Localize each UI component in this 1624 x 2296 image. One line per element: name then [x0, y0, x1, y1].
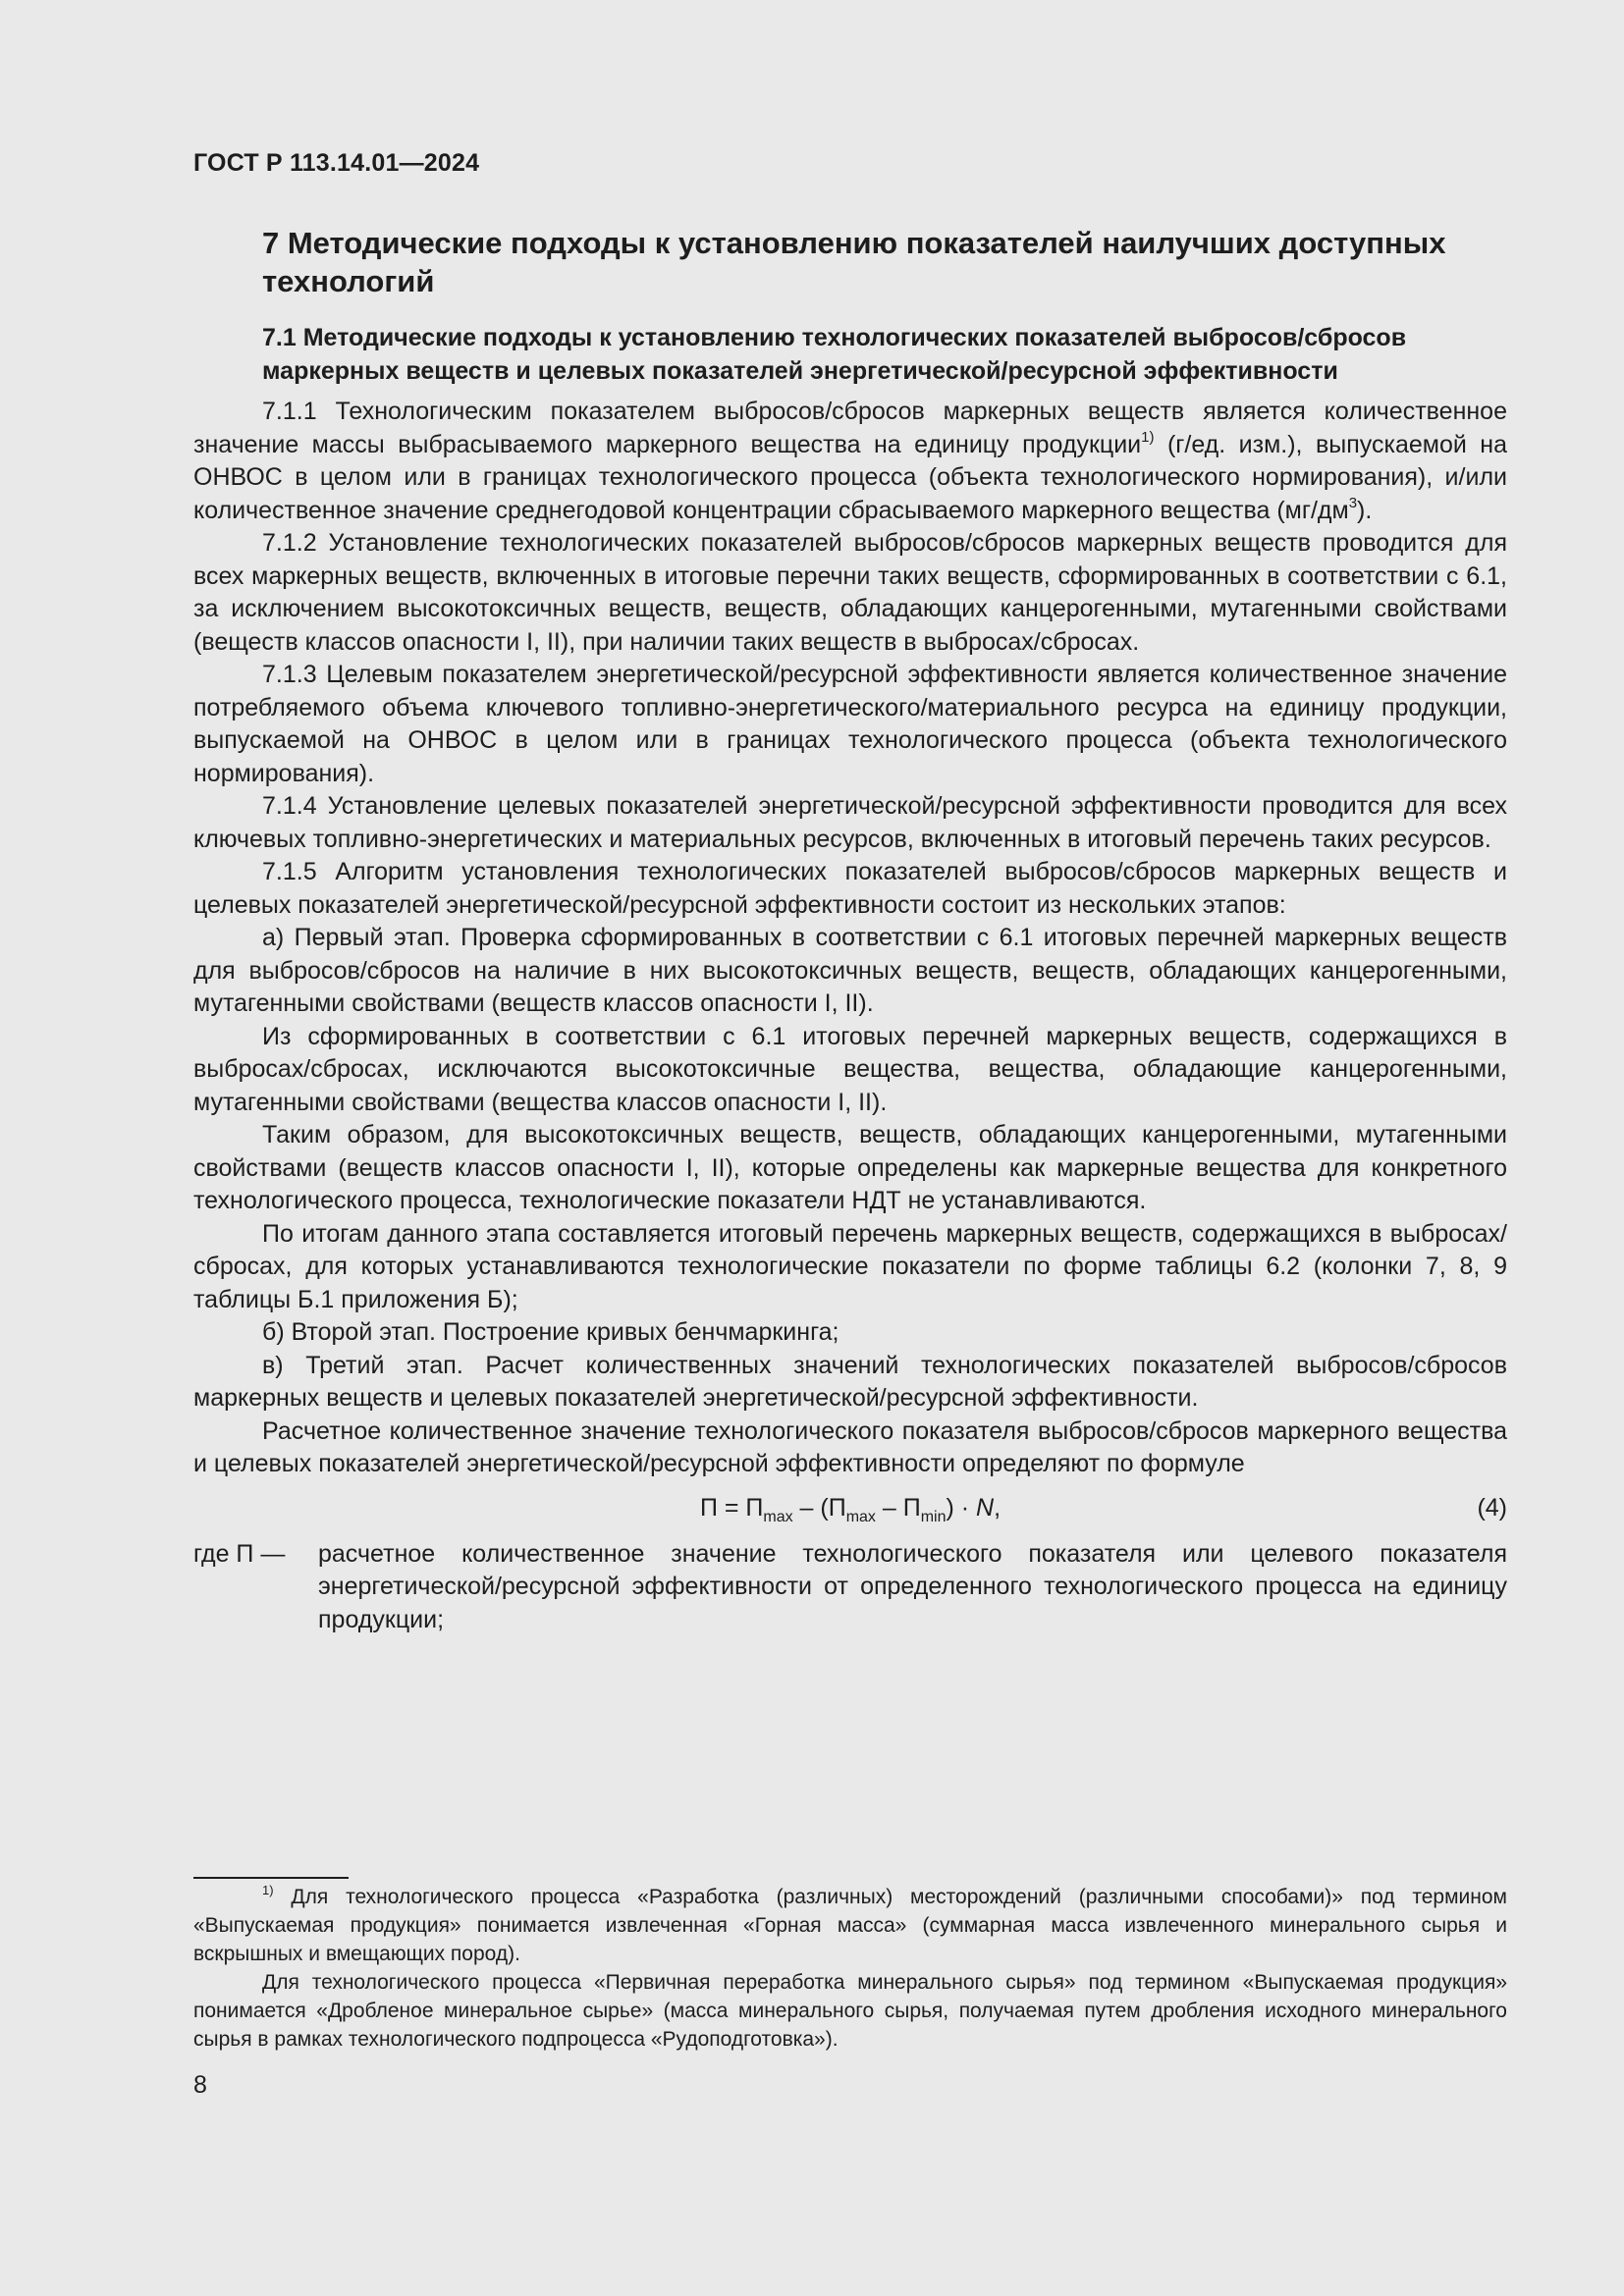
formula-subscript: min — [920, 1508, 947, 1525]
formula-symbol: П — [699, 1493, 718, 1522]
superscript-exponent: 3 — [1348, 495, 1358, 512]
footnote-1-continued: Для технологического процесса «Первичная переработка минерального сырья» под термином «Выпускаемая продукция» понимается «Дробленое минеральное сырье» (масса минерального сырья, получаемая путем дробления исходного минерального сырья в рамках технологического подпроцесса «Рудоподготовка»). — [193, 1971, 1507, 2051]
formula-4 — [193, 1481, 1507, 1534]
list-item-stage-b: б) Второй этап. Построение кривых бенчмаркинга; — [262, 1318, 839, 1346]
explanation-lead: где П — — [193, 1539, 286, 1568]
paragraph-7-1-3: 7.1.3 Целевым показателем энергетической/ресурсной эффективности является количественное значение потребляемого объема ключевого топливно-энергетического/материального ресурса на единицу продукции, выпускаемой на ОНВОС в целом или в границах технологического процесса (объекта технологического нормирования). — [193, 661, 1507, 787]
page-content — [193, 224, 1507, 1636]
list-item-stage-a: а) Первый этап. Проверка сформированных в соответствии с 6.1 итоговых перечней маркерных веществ для выбросов/сбросов на наличие в них высокотоксичных веществ, веществ, обладающих канцерогенными, мутагенными свойствами (веществ классов опасности I, II). — [193, 924, 1507, 1017]
footnote-divider — [193, 1877, 349, 1879]
subsection-title: 7.1 Методические подходы к установлению технологических показателей выбросов/сбросов маркерных веществ и целевых показателей энергетической/ресурсной эффективности — [262, 324, 1407, 385]
formula-symbol: = П — [717, 1493, 764, 1522]
paragraph-7-1-5: 7.1.5 Алгоритм установления технологических показателей выбросов/сбросов маркерных веществ и целевых показателей энергетической/ресурсной эффективности состоит из нескольких этапов: — [193, 858, 1507, 919]
paragraph-stage-result: По итогам данного этапа составляется итоговый перечень маркерных веществ, содержащихся в выбросах/сбросах, для которых устанавливаются технологические показатели по форме таблицы 6.2 (колонки 7, 8, 9 таблицы Б.1 приложения Б); — [193, 1219, 1507, 1313]
formula-number: (4) — [1477, 1493, 1507, 1522]
formula-symbol: , — [994, 1493, 1001, 1522]
paragraph-exclusion: Из сформированных в соответствии с 6.1 итоговых перечней маркерных веществ, содержащихся в выбросах/сбросах, исключаются высокотоксичные вещества, вещества, обладающие канцерогенными, мутагенными свойствами (вещества классов опасности I, II). — [193, 1022, 1507, 1116]
formula-variable: N — [976, 1493, 995, 1522]
footnote-ref: 1) — [1141, 429, 1155, 447]
paragraph-text: 7.1.1 Технологическим показателем выбросов/сбросов маркерных веществ является количественное значение массы выбрасываемого маркерного вещества на единицу продукции — [193, 398, 1507, 458]
paragraph-text: ). — [1357, 496, 1373, 524]
formula-symbol: – (П — [792, 1493, 846, 1522]
formula-explanation — [193, 1538, 1507, 1637]
formula-symbol: – П — [875, 1493, 921, 1522]
formula-subscript: max — [763, 1508, 793, 1525]
section-title: 7 Методические подходы к установлению показателей наилучших доступных технологий — [262, 226, 1446, 298]
footnote-1 — [193, 1883, 1507, 1968]
formula-symbol: ) · — [946, 1493, 977, 1522]
document-code-header: ГОСТ Р 113.14.01—2024 — [193, 149, 480, 177]
footnotes — [193, 1883, 1507, 2054]
footnote-marker: 1) — [262, 1883, 274, 1897]
page-number: 8 — [193, 2071, 207, 2099]
paragraph-7-1-1 — [193, 396, 1507, 527]
paragraph-calculation: Расчетное количественное значение технологического показателя выбросов/сбросов маркерного вещества и целевых показателей энергетической/ресурсной эффективности определяют по формуле — [193, 1416, 1507, 1477]
formula-subscript: max — [845, 1508, 876, 1525]
footnote-text: Для технологического процесса «Разработка (различных) месторождений (различными способами)» под термином «Выпускаемая продукция» понимается извлеченная «Горная масса» (суммарная масса извлеченного минерального сырья и вскрышных и вмещающих пород). — [193, 1886, 1507, 1965]
paragraph-7-1-4: 7.1.4 Установление целевых показателей энергетической/ресурсной эффективности проводится для всех ключевых топливно-энергетических и материальных ресурсов, включенных в итоговый перечень таких ресурсов. — [193, 792, 1507, 853]
body-text — [193, 396, 1507, 1481]
explanation-text: расчетное количественное значение технологического показателя или целевого показателя энергетической/ресурсной эффективности от определенного технологического процесса на единицу продукции; — [318, 1539, 1507, 1633]
paragraph-text: (г/ед. изм.), выпускаемой на ОНВОС в целом или в границах технологического процесса (объекта технологического нормирования), и/или количественное значение среднегодовой концентрации сбрасываемого маркерного вещества (мг/дм — [193, 430, 1507, 524]
paragraph-7-1-2: 7.1.2 Установление технологических показателей выбросов/сбросов маркерных веществ проводится для всех маркерных веществ, включенных в итоговые перечни таких веществ, сформированных в соответствии с 6.1, за исключением высокотоксичных веществ, веществ, обладающих канцерогенными, мутагенными свойствами (веществ классов опасности I, II), при наличии таких веществ в выбросах/сбросах. — [193, 529, 1507, 656]
formula-expression — [699, 1493, 1001, 1525]
paragraph-conclusion: Таким образом, для высокотоксичных веществ, веществ, обладающих канцерогенными, мутагенными свойствами (веществ классов опасности I, II), которые определены как маркерные вещества для конкретного технологического процесса, технологические показатели НДТ не устанавливаются. — [193, 1121, 1507, 1214]
list-item-stage-c: в) Третий этап. Расчет количественных значений технологических показателей выбросов/сбросов маркерных веществ и целевых показателей энергетической/ресурсной эффективности. — [193, 1351, 1507, 1412]
